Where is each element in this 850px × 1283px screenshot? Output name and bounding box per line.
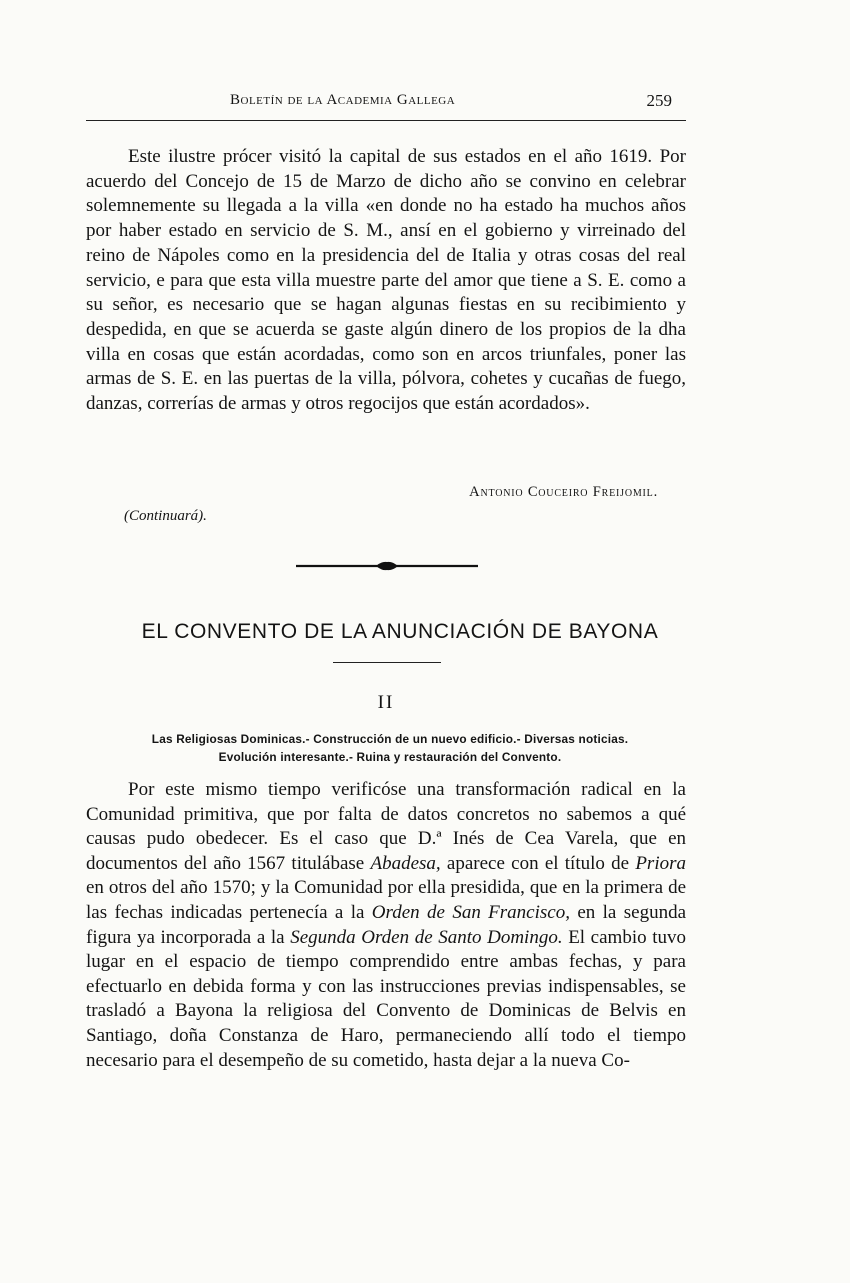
page-number: 259 xyxy=(646,91,672,110)
author-name: Antonio Couceiro Freijomil. xyxy=(469,484,658,500)
paragraph-segment: Por este mismo tiempo verificóse una transformación radical en la Comunidad primitiva, que por falta de datos concretos no sabemos a qué causas pudo obedecer. Es el caso que D.ª Inés de Cea Varela, que en documentos del año 1567 titulábase xyxy=(86,779,686,874)
italic-segunda-orden: Segunda Orden de Santo Domingo. xyxy=(290,926,563,948)
article-title: EL CONVENTO DE LA ANUNCIACIÓN DE BAYONA xyxy=(141,620,659,643)
section-summary xyxy=(86,730,694,766)
italic-orden-san-francisco: Orden de San Francisco, xyxy=(371,901,570,923)
running-header xyxy=(86,88,686,121)
continued-note: (Continuará). xyxy=(124,508,207,524)
running-title: Boletín de la Academia Gallega xyxy=(230,92,456,108)
article-paragraph xyxy=(86,778,686,1073)
article-paragraph-text xyxy=(86,778,686,1073)
intro-paragraph xyxy=(86,145,686,417)
paragraph-segment: en otros del año 1570; y la Comunidad por ella presidida, que en la primera de las fechas indicadas pertenecía a la xyxy=(86,877,686,923)
title-rule xyxy=(333,662,441,663)
summary-line-2: Evolución interesante.- Ruina y restauración del Convento. xyxy=(218,750,562,764)
italic-abadesa: Abadesa, xyxy=(370,852,441,874)
ornament-diamond xyxy=(376,562,398,570)
paragraph-segment: aparece con el título de xyxy=(440,852,636,874)
italic-priora: Priora xyxy=(635,852,686,874)
intro-paragraph-text: Este ilustre prócer visitó la capital de sus estados en el año 1619. Por acuerdo del Concejo de 15 de Marzo de dicho año se convino en celebrar solemnemente su llegada a la villa «en donde no ha estado ha muchos años por haber estado en servicio de S. M., ansí en el gobierno y virreinado del reino de Nápoles como en la presidencia del de Italia y otras cosas del real servicio, e para que esta villa muestre parte del amor que tiene a S. E. como a su señor, es necesario que se hagan algunas fiestas en su recibimiento y despedida, en que se acuerda se gaste algún dinero de los propios de la dha villa en cosas que están acordadas, como son en arcos triunfales, poner las armas de S. E. en las puertas de la villa, pólvora, cohetes y cucañas de fuego, danzas, correrías de armas y otros regocijos que están acordados». xyxy=(86,146,686,415)
author-signature xyxy=(86,484,686,501)
ornament-divider xyxy=(296,558,478,574)
summary-line-1: Las Religiosas Dominicas.- Construcción de un nuevo edificio.- Diversas noticias. xyxy=(151,732,629,746)
paragraph-segment: El cambio tuvo lugar en el espacio de tiempo comprendido entre ambas fechas, y para efectuarlo en debida forma y con las instrucciones previas indispensables, se trasladó a Bayona la religiosa del Convento de Dominicas de Belvis en Santiago, doña Constanza de Haro, permaneciendo allí todo el tiempo necesario para el desempeño de su cometido, hasta dejar a la nueva Co- xyxy=(86,926,686,1071)
section-number: II xyxy=(377,692,395,713)
paragraph-segment: en la segunda figura ya incorporada a la xyxy=(86,901,686,948)
